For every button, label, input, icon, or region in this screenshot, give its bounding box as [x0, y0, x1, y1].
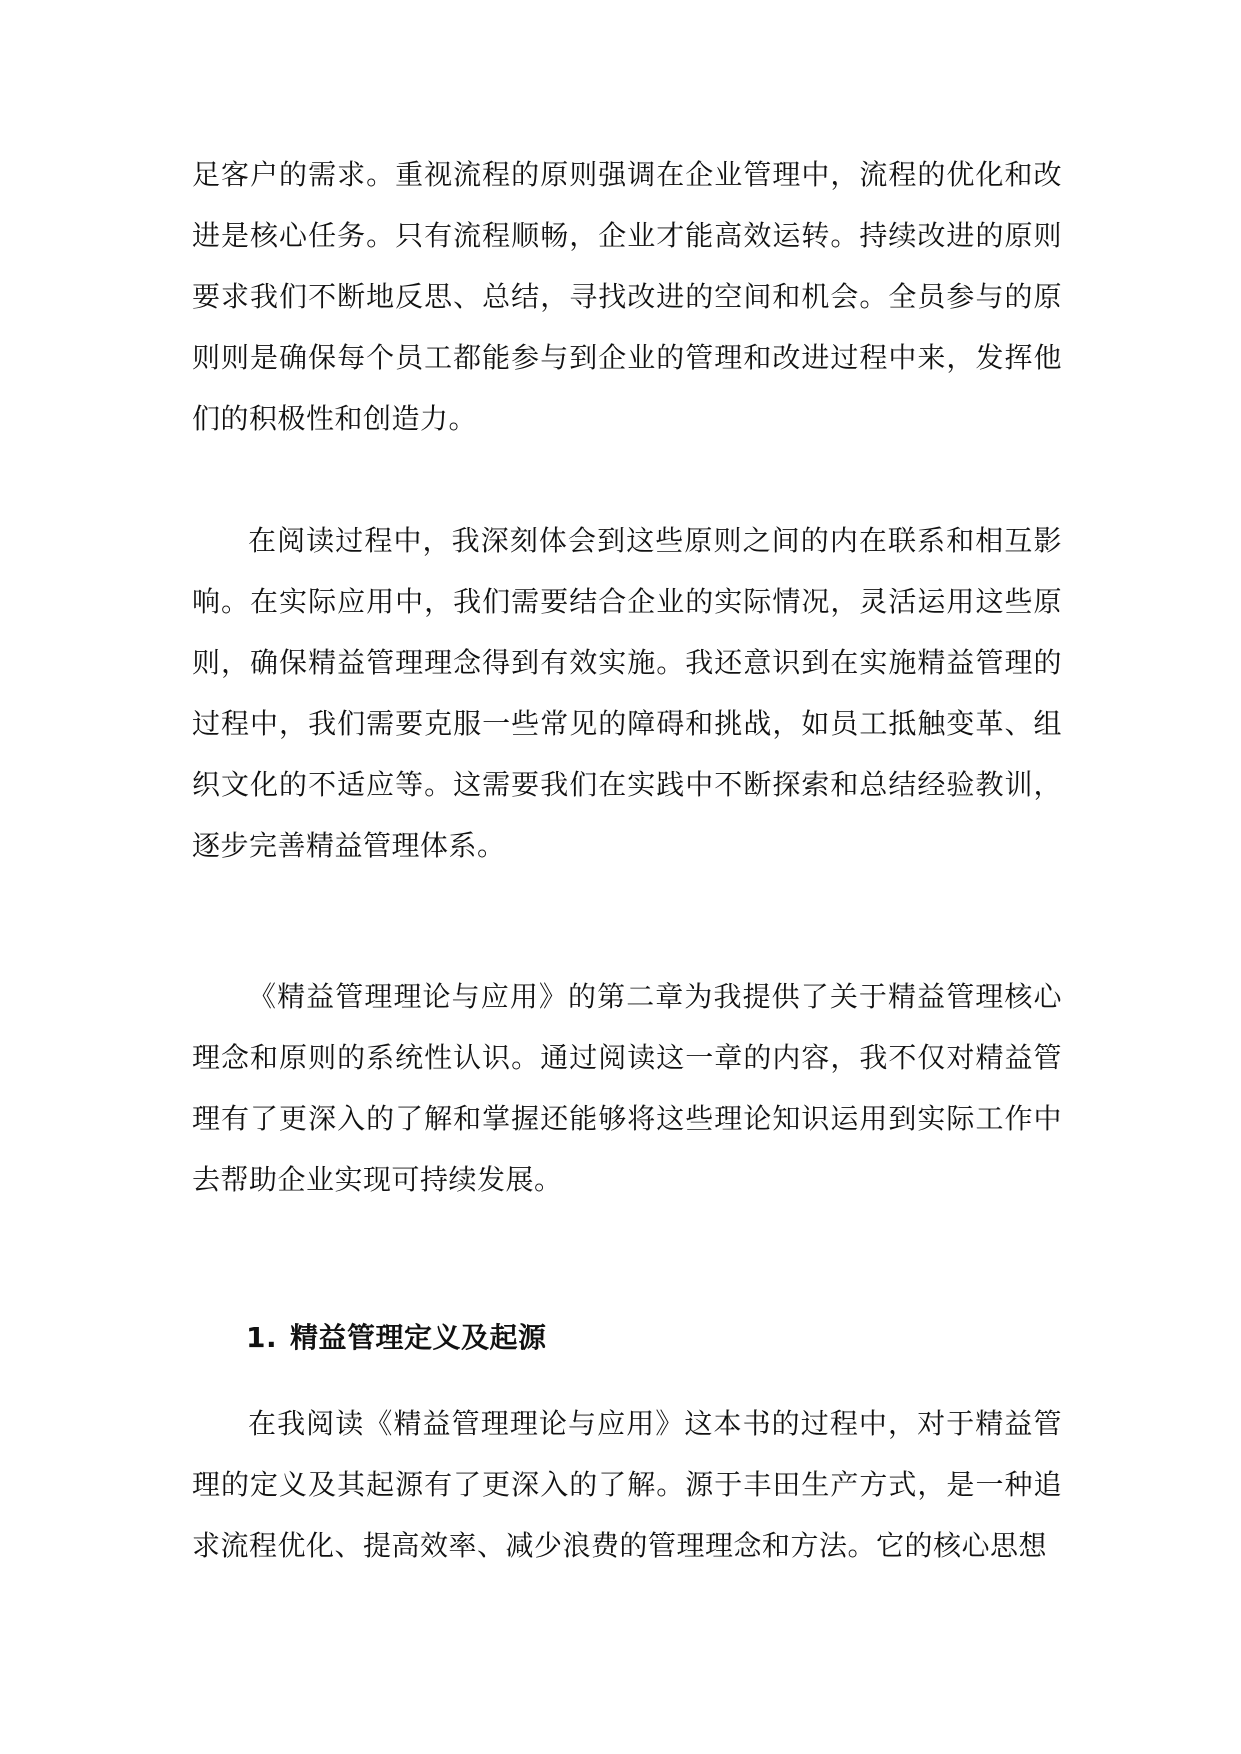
section-heading-title: 精益管理定义及起源: [290, 1321, 547, 1354]
body-paragraph-2: 在阅读过程中，我深刻体会到这些原则之间的内在联系和相互影响。在实际应用中，我们需要结合企业的实际情况，灵活运用这些原则，确保精益管理理念得到有效实施。我还意识到在实施精益管理的过程中，我们需要克服一些常见的障碍和挑战，如员工抵触变革、组织文化的不适应等。这需要我们在实践中不断探索和总结经验教训，逐步完善精益管理体系。: [192, 524, 1062, 862]
body-paragraph-1: 足客户的需求。重视流程的原则强调在企业管理中，流程的优化和改进是核心任务。只有流程顺畅，企业才能高效运转。持续改进的原则要求我们不断地反思、总结，寻找改进的空间和机会。全员参与的原则则是确保每个员工都能参与到企业的管理和改进过程中来，发挥他们的积极性和创造力。: [192, 158, 1062, 435]
section-heading-number: 1.: [246, 1321, 278, 1354]
body-paragraph-3: 《精益管理理论与应用》的第二章为我提供了关于精益管理核心理念和原则的系统性认识。通过阅读这一章的内容，我不仅对精益管理有了更深入的了解和掌握还能够将这些理论知识运用到实际工作中去帮助企业实现可持续发展。: [192, 980, 1062, 1196]
section-heading: [246, 1318, 547, 1358]
section-paragraph-1: 在我阅读《精益管理理论与应用》这本书的过程中，对于精益管理的定义及其起源有了更深入的了解。源于丰田生产方式，是一种追求流程优化、提高效率、减少浪费的管理理念和方法。它的核心思想: [192, 1407, 1062, 1562]
